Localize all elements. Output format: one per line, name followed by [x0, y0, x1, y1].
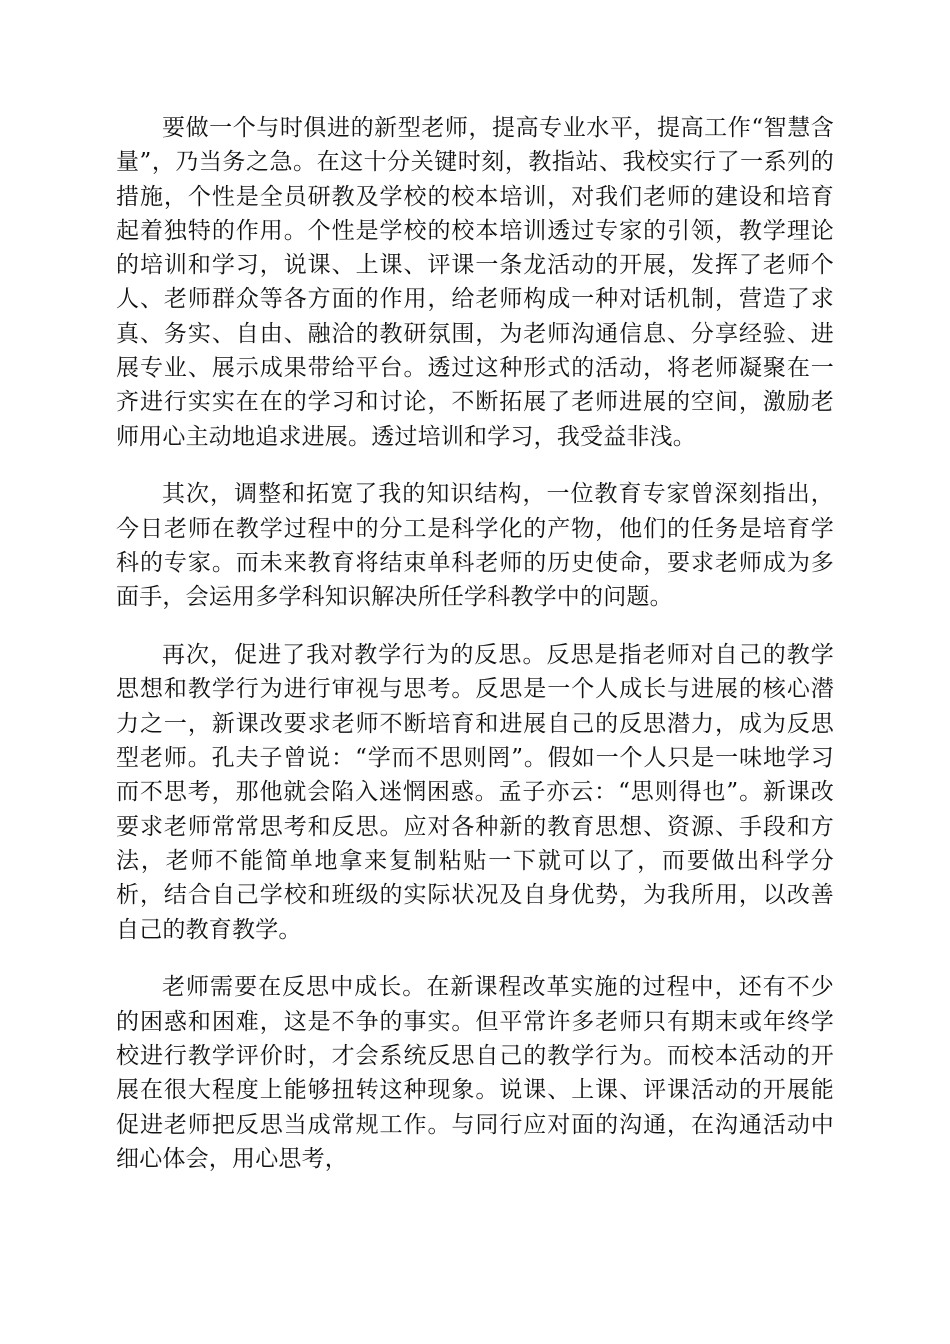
paragraph-3: 再次，促进了我对教学行为的反思。反思是指老师对自己的教学思想和教学行为进行审视与思考。反思是一个人成长与进展的核心潜力之一，新课改要求老师不断培育和进展自己的反思潜力，成为反思型老师。孔夫子曾说：“学而不思则罔”。假如一个人只是一味地学习而不思考，那他就会陷入迷惘困惑。孟子亦云：“思则得也”。新课改要求老师常常思考和反思。应对各种新的教育思想、资源、手段和方法，老师不能简单地拿来复制粘贴一下就可以了，而要做出科学分析，结合自己学校和班级的实际状况及自身优势，为我所用，以改善自己的教育教学。 — [116, 642, 834, 943]
paragraph-2: 其次，调整和拓宽了我的知识结构，一位教育专家曾深刻指出，今日老师在教学过程中的分工是科学化的产物，他们的任务是培育学科的专家。而未来教育将结束单科老师的历史使命，要求老师成为多面手，会运用多学科知识解决所任学科教学中的问题。 — [116, 481, 834, 611]
paragraph-1: 要做一个与时俱进的新型老师，提高专业水平，提高工作“智慧含量”，乃当务之急。在这十分关键时刻，教指站、我校实行了一系列的措施，个性是全员研教及学校的校本培训，对我们老师的建设和培育起着独特的作用。个性是学校的校本培训透过专家的引领，教学理论的培训和学习，说课、上课、评课一条龙活动的开展，发挥了老师个人、老师群众等各方面的作用，给老师构成一种对话机制，营造了求真、务实、自由、融洽的教研氛围，为老师沟通信息、分享经验、进展专业、展示成果带给平台。透过这种形式的活动，将老师凝聚在一齐进行实实在在的学习和讨论，不断拓展了老师进展的空间，激励老师用心主动地追求进展。透过培训和学习，我受益非浅。 — [116, 115, 834, 450]
document-body — [116, 111, 834, 1200]
paragraph-4: 老师需要在反思中成长。在新课程改革实施的过程中，还有不少的困惑和困难，这是不争的事实。但平常许多老师只有期末或年终学校进行教学评价时，才会系统反思自己的教学行为。而校本活动的开展在很大程度上能够扭转这种现象。说课、上课、评课活动的开展能促进老师把反思当成常规工作。与同行应对面的沟通，在沟通活动中细心体会，用心思考， — [116, 974, 834, 1172]
